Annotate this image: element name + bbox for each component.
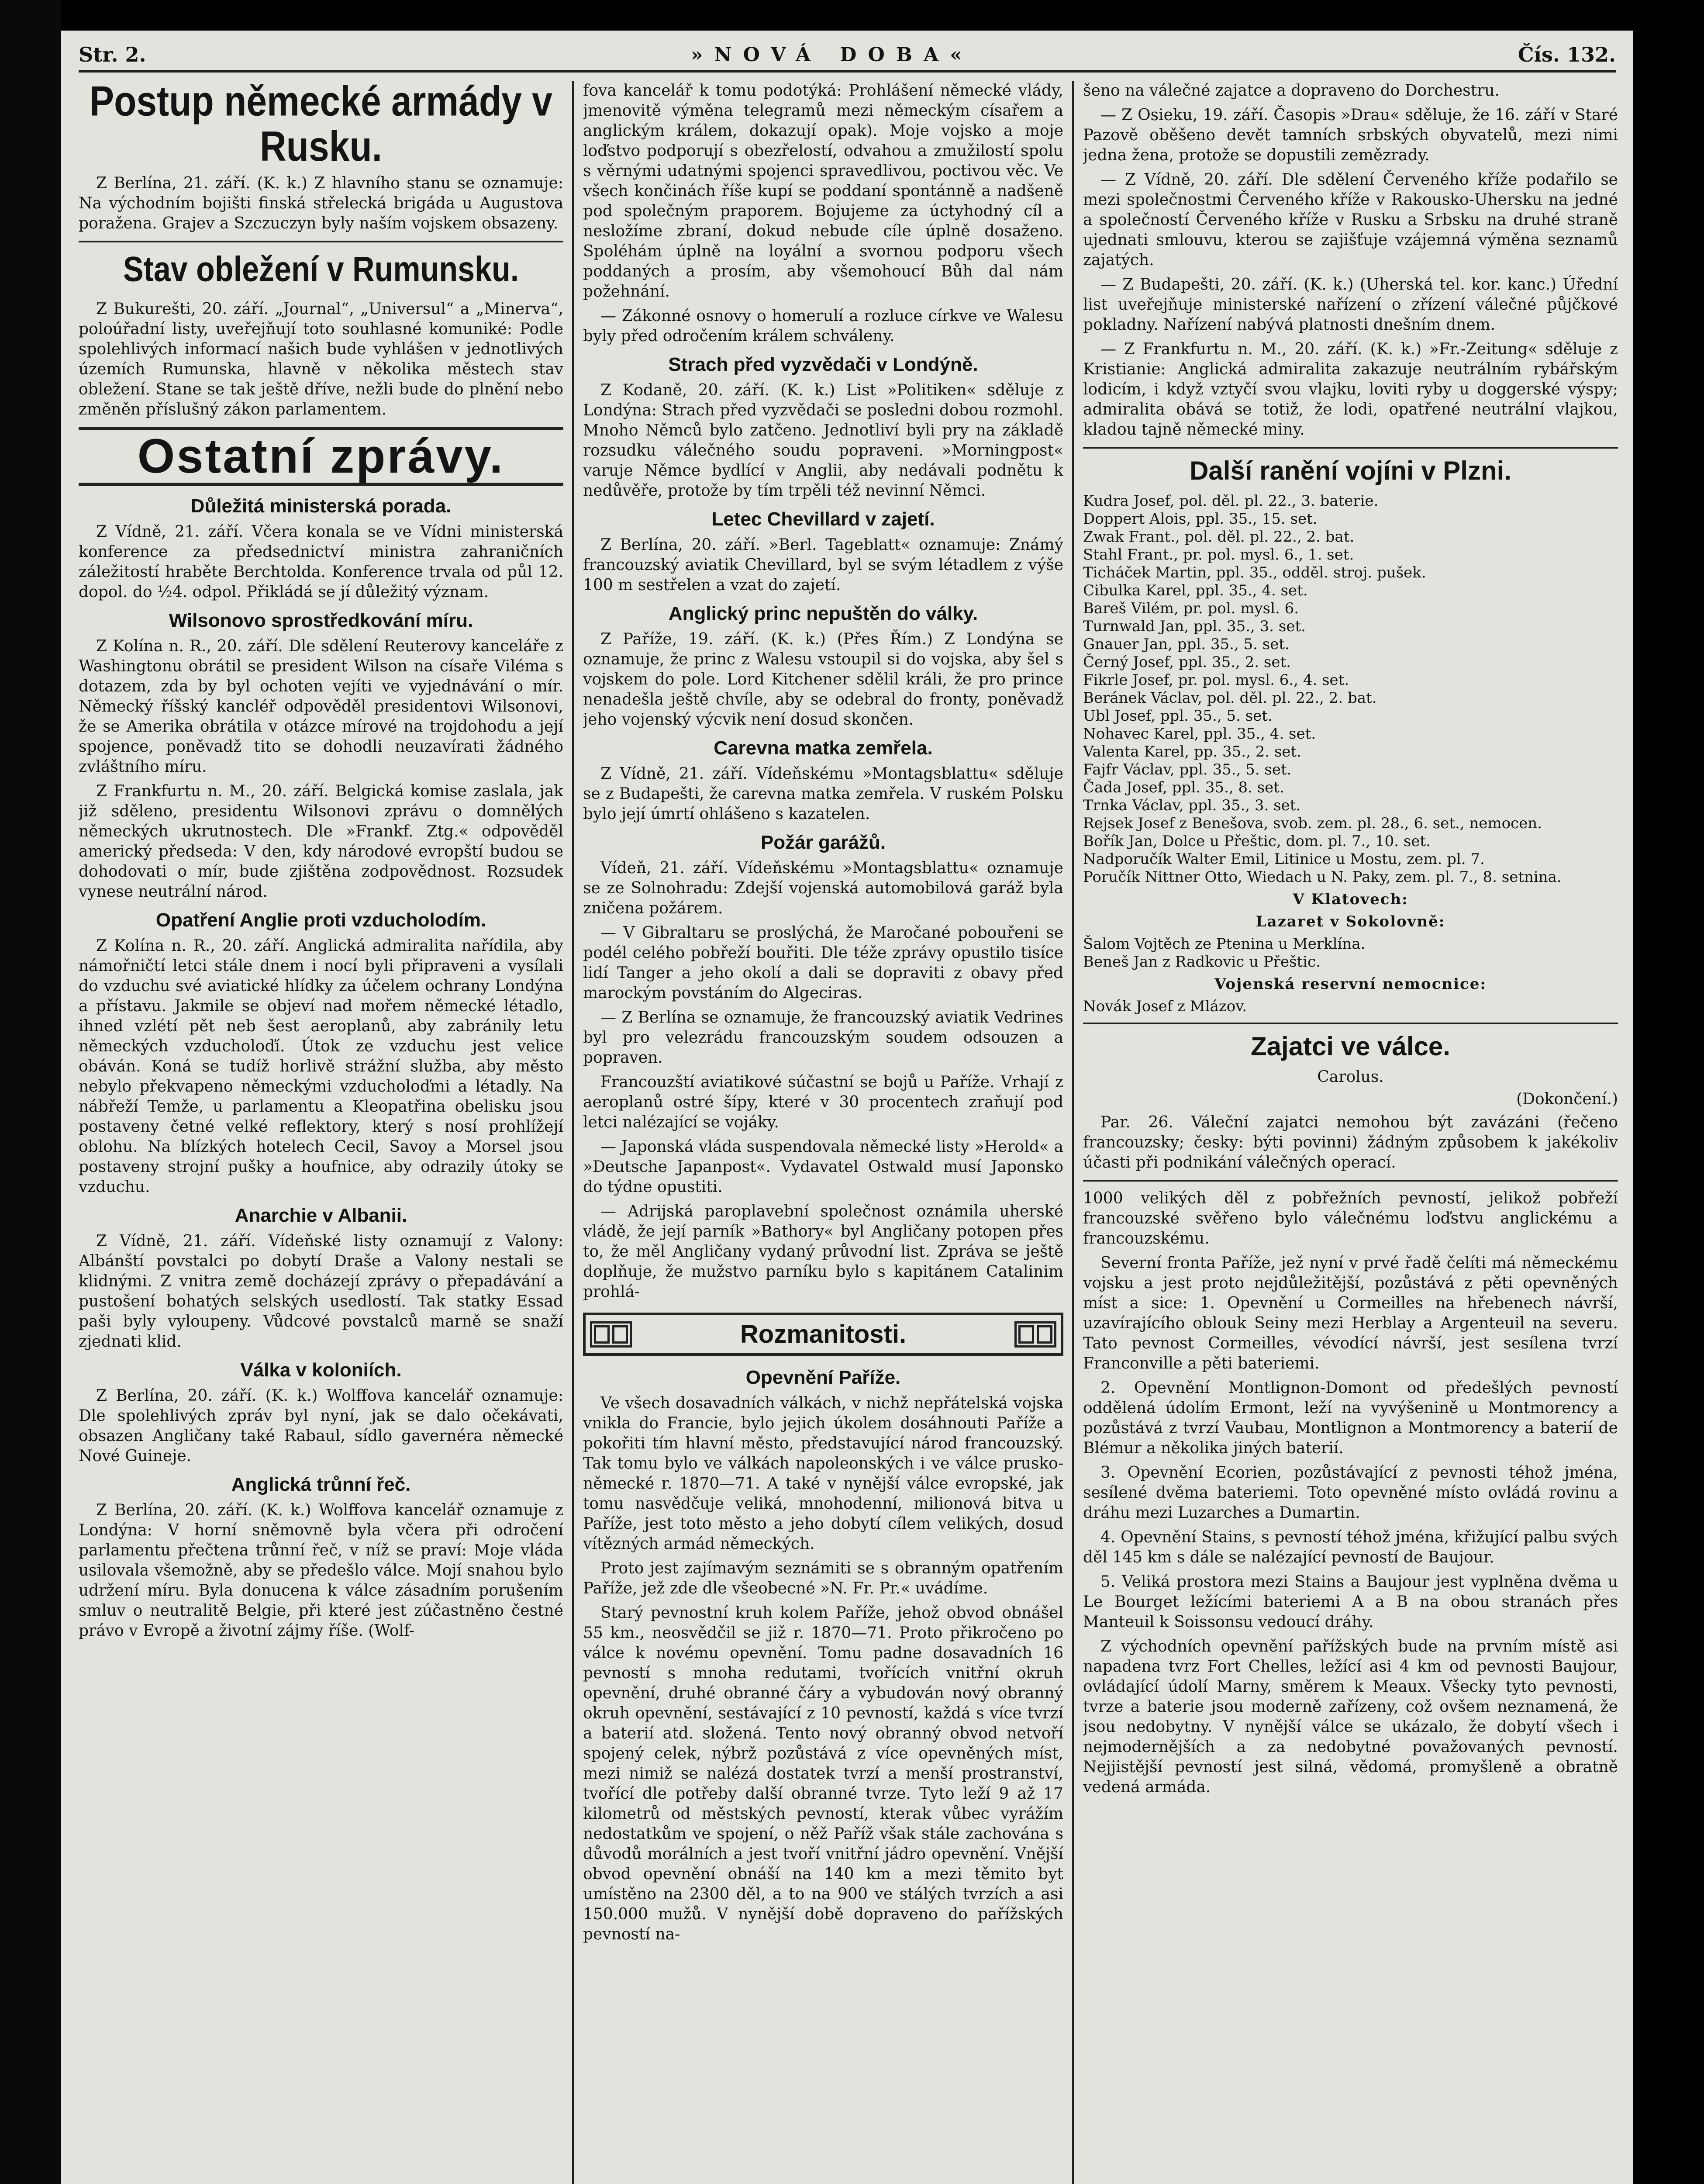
article-text: Ve všech dosavadních válkách, v nichž nepřátelská vojska vnikla do Francie, bylo jejich úkolem dosáhnouti Paříže a pokořiti tím hlavní město, představující národ francouzský. Tak tomu bylo ve válkách napoleonských i ve válce prusko-německé r. 1870—71. A také v nynější válce evropské, jak tomu nasvědčuje veliká, mnohodenní, milionová bitva u Paříže, jest toto město a jeho dobytí cílem velikých, dosud vítězných armád německých. — [583, 1394, 1063, 1553]
article-title: Wilsonovo sprostředkování míru. — [169, 610, 473, 631]
article-text: Z Berlína, 20. září. »Berl. Tageblatt« oznamuje: Známý francouzský aviatik Chevillard, byl se svým létadlem z výše 100 m sestřelen a vzat do zajetí. — [583, 536, 1063, 594]
article-text: 5. Veliká prostora mezi Stains a Baujour jest vyplněna dvěma u Le Bourget ležícími bateriemi A a B na obou stranách přes Manteuil k Soissonsu vedoucí dráhy. — [1083, 1573, 1618, 1631]
column-1 — [79, 81, 563, 2184]
article-title: Anglická trůnní řeč. — [231, 1474, 411, 1495]
list-item: Beneš Jan z Radkovic u Přeštic. — [1083, 953, 1321, 971]
article-title: Anglický princ nepuštěn do války. — [668, 603, 978, 624]
divider — [1083, 1180, 1618, 1182]
article-text: Proto jest zajímavým seznámiti se s obranným opatřením Paříže, jež zde dle všeobecné »N. Fr. Pr.« uvádíme. — [583, 1559, 1063, 1597]
section-banner — [583, 1313, 1063, 1356]
ornament-icon — [590, 1321, 632, 1348]
article-text: — Z Berlína se oznamuje, že francouzský aviatik Vedrines byl pro velezrádu francouzským soudem odsouzen a popraven. — [583, 1009, 1063, 1067]
article-text: šeno na válečné zajatce a dopraveno do Dorchestru. — [1083, 82, 1500, 100]
list-item: Trnka Václav, ppl. 35., 3. set. — [1083, 797, 1301, 814]
article-title: Opevnění Paříže. — [745, 1367, 901, 1388]
article-text: Z východních opevnění pařížských bude na prvním místě asi napadena tvrz Fort Chelles, ležící asi 4 km od pevnosti Baujour, ovládající údolí Marny, směrem k Meaux. Všecky tyto pevnosti, tvrze a baterie jsou moderně zařízeny, což ovšem neznamená, že jsou nedobytny. V nynější válce se ukázalo, že dobytí všech i nejmodernějších a za nedobytné považovaných pevností. Nejjistější pevností jest silná, vědomá, promyšleně a obratně vedená armáda. — [1083, 1638, 1618, 1796]
article-text: Z Vídně, 21. září. Vídeňské listy oznamují z Valony: Albánští povstalci po dobytí Draše a Valony nestali se klidnými. Z vnitra země docházejí zprávy o přepadávání a pustošení bohatých selských usedlostí. Tak statky Essad paši byly vyloupeny. Vůdcové povstalců marně se snaží zjednati klid. — [79, 1232, 563, 1351]
article-text: — Z Budapešti, 20. září. (K. k.) (Uherská tel. kor. kanc.) Úřední list uveřejňuje ministerské nařízení o zřízení válečné půjčkové pokladny. Nařízení nabývá platnosti dnešním dnem. — [1083, 276, 1618, 334]
list-item: Fikrle Josef, pr. pol. mysl. 6., 4. set. — [1083, 671, 1349, 689]
page-header — [79, 39, 1616, 73]
article-text: Z Kolína n. R., 20. září. Dle sdělení Reuterovy kanceláře z Washingtonu obrátil se president Wilson na císaře Viléma s dotazem, zda by byl ochoten vejíti ve vyjednávání o mír. Německý říšský kancléř odpověděl presidentovi Wilsonovi, že se Amerika obrátila v otázce mírové na trojdohodu a její spojence, poněvadž tito se dohodli neuzavírati žádného zvláštního míru. — [79, 637, 563, 776]
list-item: Nadporučík Walter Emil, Litinice u Mostu, zem. pl. 7. — [1083, 850, 1485, 868]
divider — [1083, 1023, 1618, 1024]
article-text: 1000 velikých děl z pobřežních pevností, jelikož pobřeží francouzské svěřeno bylo válečnému loďstvu anglickému a francouzskému. — [1083, 1189, 1618, 1248]
article-text: — Z Vídně, 20. září. Dle sdělení Červeného kříže podařilo se mezi společnostmi Červeného kříže v Rakousko-Uhersku na jedné a společností Červeného kříže v Rusku a Srbsku na druhé straně ujednati smlouvu, kterou se zajišťuje vzájemná výměna seznamů zajatých. — [1083, 171, 1618, 269]
article-title: Válka v koloniích. — [240, 1359, 402, 1381]
article-title: Postup německé armády v Rusku. — [90, 81, 552, 170]
article-text: Francouzští aviatikové súčastní se bojů u Paříže. Vrhají z aeroplanů ostré šípy, které v 30 procentech zraňují pod letci nalézající se vojáky. — [583, 1073, 1063, 1131]
article-text: fova kancelář k tomu podotýká: Prohlášení německé vlády, jmenovitě výměna telegramů mezi německým císařem a anglickým králem, dokazují opak). Moje vojsko a moje loďstvo podporují s obezřelostí, odvahou a zmužilostí spolu s věrnými udatnými spojenci spravedlivou, poctivou věc. Ve všech končinách říše kupí se poddaní spontánně a nadšeně pod společným praporem. Bojujeme za úctyhodný cíl a nesložíme zbraní, dokud nebude cíle úplně dosaženo. Spoléhám úplně na loyální a svornou podporu všech poddaných a prosím, aby všemohoucí Bůh dal nám požehnání. — [583, 82, 1063, 301]
divider — [1083, 447, 1618, 449]
continuation-note: (Dokončení.) — [1516, 1090, 1618, 1108]
section-title: Rozmanitosti. — [740, 1320, 907, 1348]
list-item: Cibulka Karel, ppl. 35., 4. set. — [1083, 582, 1308, 599]
list-item: Poručík Nittner Otto, Wiedach u N. Paky, zem. pl. 7., 8. setnina. — [1083, 868, 1562, 886]
article-text: Z Bukurešti, 20. září. „Journal“, „Universul“ a „Minerva“, poloúřadní listy, uveřejňují toto souhlasné komuniké: Podle spolehlivých informací našich bude vyhlášen v jednotlivých územích Rumunska, hlavně v několika městech stav obležení. Stane se tak ještě dříve, nežli bude do plnění nebo změněn příslušný zákon parlamentem. — [79, 300, 563, 418]
list-item: Bareš Vilém, pr. pol. mysl. 6. — [1083, 600, 1299, 617]
article-title: Strach před vyzvědači v Londýně. — [668, 354, 978, 375]
article-text: Par. 26. Váleční zajatci nemohou být zavázáni (řečeno francouzsky; česky: býti povinni) žádným způsobem k jakékoliv účasti při podnikání válečných operací. — [1083, 1113, 1618, 1171]
article-title: Požár garážů. — [760, 832, 886, 853]
newspaper-page — [61, 31, 1633, 2184]
list-subheading: Lazaret v Sokolovně: — [1256, 913, 1445, 930]
article-text: Z Vídně, 21. září. Včera konala se ve Vídni ministerská konference za předsednictví ministra zahraničních záležitostí hraběte Berchtolda. Konference trvala od půl 12. dopol. do ½4. odpol. Přikládá se jí důležitý význam. — [79, 523, 563, 601]
column-rule — [1072, 81, 1074, 2184]
author: Carolus. — [1317, 1068, 1384, 1086]
list-item: Rejsek Josef z Benešova, svob. zem. pl. 28., 6. set., nemocen. — [1083, 815, 1542, 832]
article-text: 3. Opevnění Ecorien, pozůstávající z pevnosti téhož jména, sesílené dvěma bateriemi. Toto opevněné místo ovládá rovinu a dráhu mezi Luzarches a Dumartin. — [1083, 1464, 1618, 1522]
article-text: Z Berlína, 20. září. (K. k.) Wolffova kancelář oznamuje z Londýna: V horní sněmovně byla včera při odročení parlamentu přečtena trůnní řeč, v níž se praví: Moje vláda usilovala všemožně, aby se předešlo válce. Mojí snahou bylo udržení míru. Byla donucena k válce zásadním porušením smluv o neutralitě Belgie, při které jest zúčastněno čestné právo v Evropě a životní zájmy říše. (Wolf- — [79, 1501, 563, 1640]
article-text: — Adrijská paroplavební společnost oznámila uherské vládě, že její parník »Bathory« byl Angličany potopen přes to, že měl Angličany vydaný průvodní list. Zpráva se ještě doplňuje, že mužstvo parníku bylo s kapitánem Catalinim prohlá- — [583, 1203, 1063, 1301]
ornament-icon — [1014, 1321, 1056, 1348]
article-text: Z Frankfurtu n. M., 20. září. Belgická komise zaslala, jak již sděleno, presidentu Wilsonovi zprávu o domnělých německých ukrutnostech. Dle »Frankf. Ztg.« odpověděl americký předseda: V den, kdy národové evropští budou se dohodovati o mír, bude zjištěna zodpovědnost. Rozsudek vynese neutrální národ. — [79, 782, 563, 901]
wounded-list — [1083, 492, 1618, 1016]
column-2 — [583, 81, 1063, 2184]
article-title: Letec Chevillard v zajetí. — [711, 508, 935, 530]
list-item: Novák Josef z Mlázov. — [1083, 998, 1247, 1015]
article-text: Z Kolína n. R., 20. září. Anglická admiralita nařídila, aby námořničtí letci stále dnem i nocí byli připraveni a vysílali do vzduchu své aviatické hlídky za účelem ochrany Londýna a přístavu. Jakmile se objeví nad mořem německé létadlo, ihned vzlétí pět neb šest aeroplanů, aby zabránily letu německých vzducholoďí. Útok ze vzduchu jest velice obáván. Koná se tudíž horlivě strážní služba, aby město nebylo překvapeno německými vzducholoďmi a létadly. Na nábřeží Temže, u parlamentu a Kleopatřina obelisku jsou postaveny četné velké reflektory, který s nosí prohlížejí oblohu. Na blízkých hotelech Cecil, Savoy a Morsel jsou postaveny strojní pušky a houfnice, aby odrazily útoky se vzduchu. — [79, 937, 563, 1196]
article-text: — Japonská vláda suspendovala německé listy »Herold« a »Deutsche Japanpost«. Vydavatel Ostwald musí Japonsko do týdne opustiti. — [583, 1138, 1063, 1196]
list-item: Kudra Josef, pol. děl. pl. 22., 3. baterie. — [1083, 492, 1379, 510]
list-item: Čada Josef, ppl. 35., 8. set. — [1083, 779, 1284, 796]
section-title: Ostatní zprávy. — [79, 427, 563, 486]
issue-number: Čís. 132. — [1518, 43, 1616, 66]
article-text: — Z Osieku, 19. září. Časopis »Drau« sděluje, že 16. září v Staré Pazově oběšeno devět tamních srbských obyvatelů, mezi nimi jedna žena, protože se dopustili zemězrady. — [1083, 106, 1618, 164]
list-item: Ubl Josef, ppl. 35., 5. set. — [1083, 707, 1273, 725]
article-text: Z Kodaně, 20. září. (K. k.) List »Politiken« sděluje z Londýna: Strach před vyzvědači se posledni dobou rozmohl. Mnoho Němců bylo zatčeno. Jednotliví byli pry na základě rozsudku válečného soudu popraveni. »Morningpost« varuje Němce bydlící v Anglii, aby nedávali podnětu k nedůvěře, protože by tím trpěli též nevinní Němci. — [583, 381, 1063, 500]
list-subheading: Vojenská reservní nemocnice: — [1214, 975, 1487, 993]
article-text: 2. Opevnění Montlignon-Domont od předešlých pevností oddělená údolím Ermont, leží na vyvýšenině u Montmorency a pozůstává z tvrzí Vaubau, Montlignon a Montmorency a baterií de Blémur a několika jiných baterií. — [1083, 1379, 1618, 1457]
article-title: Opatření Anglie proti vzducholodím. — [155, 909, 486, 931]
page-number: Str. 2. — [79, 43, 146, 66]
list-item: Gnauer Jan, ppl. 35., 5. set. — [1083, 636, 1290, 653]
list-item: Beránek Václav, pol. děl. pl. 22., 2. bat. — [1083, 689, 1377, 707]
article-text: Z Berlína, 20. září. (K. k.) Wolffova kancelář oznamuje: Dle spolehlivých zpráv byl nyní, jak se dalo očekávati, obsazen Angličany také Rabaul, sídlo gavernéra německé Nové Guineje. — [79, 1387, 563, 1465]
article-text: Severní fronta Paříže, jež nyní v prvé řadě čelíti má německému vojsku a jest proto nejdůležitější, pozůstává z pěti opevněných míst a sice: 1. Opevnění u Cormeilles na hřebenech návrší, uzavírajícího oblouk Seiny mezi Herblay a Argenteuil na severu. Tato pevnost Cormeilles, vévodící návrší, jest sesílena tvrzí Franconville a pěti bateriemi. — [1083, 1254, 1618, 1372]
article-text: — Z Frankfurtu n. M., 20. září. (K. k.) »Fr.-Zeitung« sděluje z Kristianie: Anglická admiralita zakazuje neutrálním rybářským lodicím, i když vztyčí svou vlajku, loviti ryby u doggerské výspy; admiralita obává se totiž, že lodi, opatřené neutrální vlajkou, kladou tajně německé miny. — [1083, 340, 1618, 439]
list-item: Stahl Frant., pr. pol. mysl. 6., 1. set. — [1083, 546, 1354, 563]
list-item: Fajfr Václav, ppl. 35., 5. set. — [1083, 761, 1292, 778]
list-item: Zwak Frant., pol. děl. pl. 22., 2. bat. — [1083, 528, 1355, 546]
list-item: Bořík Jan, Dolce u Přeštic, dom. pl. 7., 10. set. — [1083, 833, 1431, 850]
list-item: Doppert Alois, ppl. 35., 15. set. — [1083, 510, 1318, 528]
list-subheading: V Klatovech: — [1293, 891, 1408, 908]
article-text: — Zákonné osnovy o homerulí a rozluce církve ve Walesu byly před odročením králem schváleny. — [583, 307, 1063, 345]
article-title: Další ranění vojíni v Plzni. — [1190, 456, 1511, 485]
column-3 — [1083, 81, 1618, 2184]
list-item: Černý Josef, ppl. 35., 2. set. — [1083, 653, 1291, 671]
list-item: Turnwald Jan, ppl. 35., 3. set. — [1083, 618, 1306, 635]
article-text: Z Paříže, 19. září. (K. k.) (Přes Řím.) Z Londýna se oznamuje, že princ z Walesu vstoupil si do vojska, aby šel s vojskem do pole. Lord Kitchener sdělil králi, že pro prince nenadešla ještě chvíle, aby se odebral do fronty, poněvadž jeho vojenský výcvik není dosud skončen. — [583, 630, 1063, 729]
list-item: Nohavec Karel, ppl. 35., 4. set. — [1083, 725, 1316, 743]
list-item: Šalom Vojtěch ze Ptenina u Merklína. — [1083, 935, 1366, 953]
article-title: Důležitá ministerská porada. — [190, 495, 452, 517]
article-title: Anarchie v Albanii. — [235, 1205, 407, 1226]
divider — [79, 241, 563, 242]
article-title: Zajatci ve válce. — [1251, 1032, 1450, 1061]
article-title: Carevna matka zemřela. — [714, 737, 933, 759]
article-text: Vídeň, 21. září. Vídeňskému »Montagsblattu« oznamuje se ze Solnohradu: Zdejší vojenská automobilová garáž byla zničena požárem. — [583, 859, 1063, 917]
list-item: Ticháček Martin, ppl. 35., odděl. stroj. pušek. — [1083, 564, 1426, 581]
article-text: 4. Opevnění Stains, s pevností téhož jména, křižující palbu svých děl 145 km s dále se nalézající pevností de Baujour. — [1083, 1528, 1618, 1566]
column-rule — [572, 81, 574, 2184]
article-text: Starý pevnostní kruh kolem Paříže, jehož obvod obnášel 55 km., neosvědčil se již r. 1870—71. Proto přikročeno po válce k novému opevnění. Tomu padne dosavadních 16 pevností s mnoha redutami, tvořících vnitřní okruh opevnění, druhé obranné čáry a vybudován nový obranný okruh opevnění, sestávající z 10 pevností, každá s více tvrzí a baterií atd. složená. Tento nový obranný obvod netvoří spojený celek, nýbrž pozůstává z více opevněných míst, mezi nimiž se nalézá dostatek tvrzí a menší prostranství, tvořící dle potřeby další obranné tvrze. Tyto leží 9 až 17 kilometrů od městských pevností, kterak vůbec vyrážím nedostatkům ve spojení, o něž Paříž však stále zachována s důvodů morálních a jest tvoří vnitřní jádro opevnění. Vnější obvod opevnění obnáší na 140 km a mezi těmito byt umístěno na 2300 děl, a to na 900 ve stálých tvrzích a asi 150.000 mužů. V nynější době dopraveno do pařížských pevností na- — [583, 1604, 1063, 1943]
list-item: Valenta Karel, pp. 35., 2. set. — [1083, 743, 1301, 760]
article-text: — V Gibraltaru se proslýchá, že Maročané pobouřeni se podél celého pobřeží bouřiti. Dle téže zprávy opustilo tisíce lidí Tanger a jeho okolí a dali se dopraviti z obavy před marockým povstáním do Algeciras. — [583, 924, 1063, 1002]
masthead: »NOVÁ DOBA« — [690, 43, 973, 66]
article-text: Z Berlína, 21. září. (K. k.) Z hlavního stanu se oznamuje: Na východním bojišti finská střelecká brigáda u Augustova poražena. Grajev a Szczuczyn byly naším vojskem obsazeny. — [79, 174, 563, 232]
article-title: Stav obležení v Rumunsku. — [123, 249, 519, 289]
article-text: Z Vídně, 21. září. Vídeňskému »Montagsblattu« sděluje se z Budapešti, že carevna matka zemřela. V ruském Polsku bylo její úmrtí ohlášeno s kazatelen. — [583, 765, 1063, 823]
scan-margin — [0, 0, 61, 2184]
